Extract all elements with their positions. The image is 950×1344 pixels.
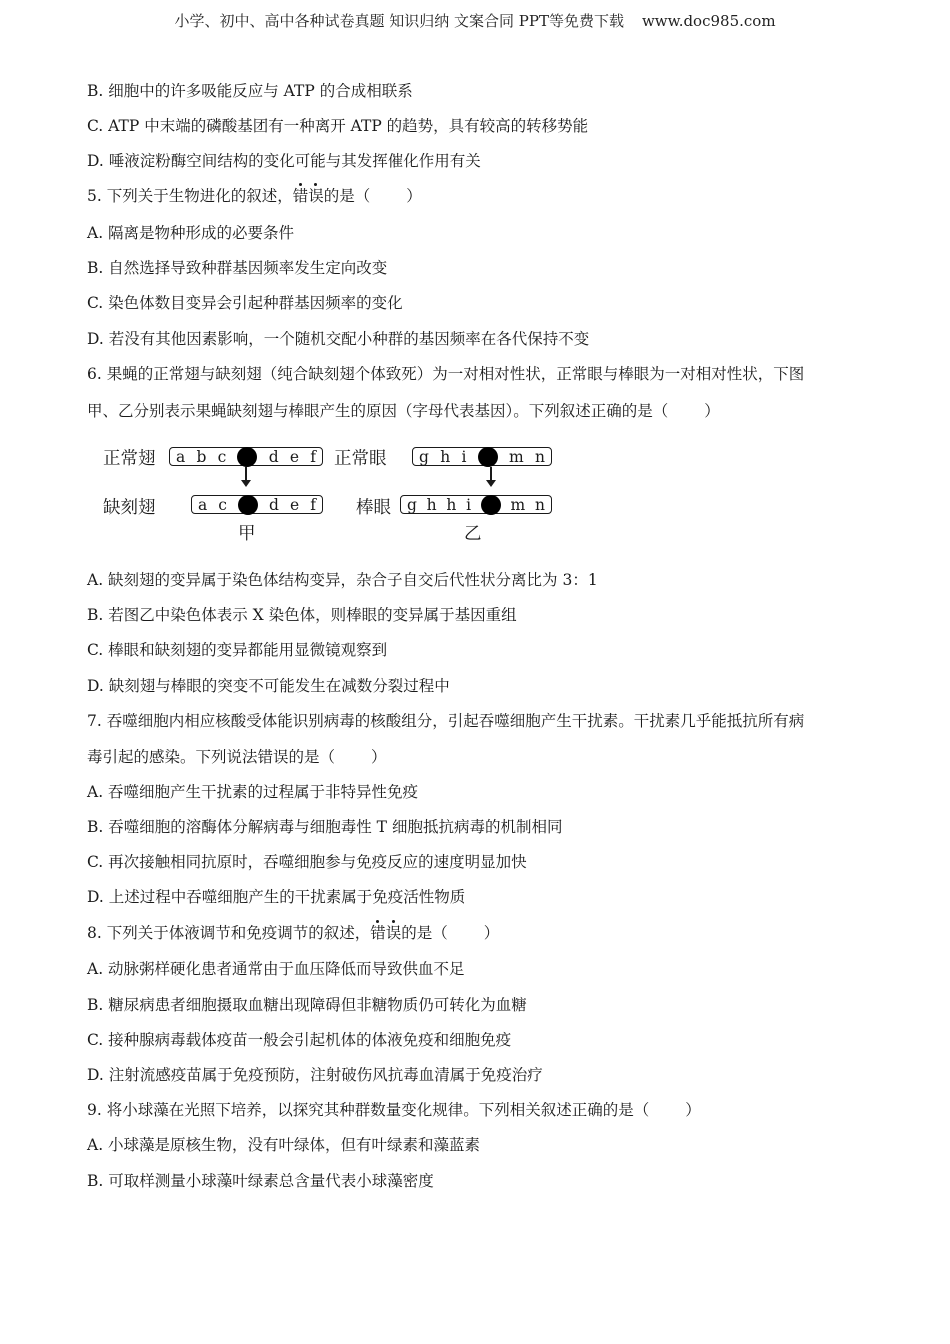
- option-7c: C. 再次接触相同抗原时，吞噬细胞参与免疫反应的速度明显加快: [87, 853, 527, 871]
- gene: d: [269, 495, 279, 514]
- arrow-down-icon: [245, 467, 247, 482]
- chromosome-figure: [100, 440, 560, 548]
- option-7a: A. 吞噬细胞产生干扰素的过程属于非特异性免疫: [87, 783, 419, 801]
- label-yi: 乙: [464, 524, 482, 544]
- option-5a: A. 隔离是物种形成的必要条件: [87, 224, 295, 242]
- label-normal-eye: 正常眼: [334, 449, 387, 469]
- label-normal-wing: 正常翅: [103, 449, 156, 469]
- option-5b: B. 自然选择导致种群基因频率发生定向改变: [87, 259, 388, 277]
- option-8d: D. 注射流感疫苗属于免疫预防，注射破伤风抗毒血清属于免疫治疗: [87, 1066, 543, 1084]
- gene: n: [534, 495, 545, 514]
- chromosome-notched-wing: [191, 495, 323, 514]
- question-6-line2: 甲、乙分别表示果蝇缺刻翅与棒眼产生的原因（字母代表基因）。下列叙述正确的是（ ）: [87, 402, 720, 420]
- option-5d: D. 若没有其他因素影响，一个随机交配小种群的基因频率在各代保持不变: [87, 330, 590, 348]
- gene: e: [289, 447, 300, 466]
- question-8: 8. 下列关于体液调节和免疫调节的叙述，错误的是（ ）: [87, 924, 500, 942]
- option-4c: C. ATP 中末端的磷酸基团有一种离开 ATP 的趋势，具有较高的转移势能: [87, 117, 589, 135]
- gene: h: [440, 447, 451, 466]
- gene: a: [198, 495, 208, 514]
- centromere: [238, 495, 258, 515]
- gene: h: [446, 495, 457, 514]
- question-6-line1: 6. 果蝇的正常翅与缺刻翅（纯合缺刻翅个体致死）为一对相对性状，正常眼与棒眼为一对相对性状，下图: [87, 365, 805, 383]
- option-9b: B. 可取样测量小球藻叶绿素总含量代表小球藻密度: [87, 1172, 434, 1190]
- chromosome-normal-wing: [169, 447, 323, 466]
- question-7-line1: 7. 吞噬细胞内相应核酸受体能识别病毒的核酸组分，引起吞噬细胞产生干扰素。干扰素几乎能抵抗所有病: [87, 712, 805, 730]
- centromere: [481, 495, 501, 515]
- option-6a: A. 缺刻翅的变异属于染色体结构变异，杂合子自交后代性状分离比为 3：1: [87, 571, 598, 589]
- gene: h: [426, 495, 437, 514]
- gene: g: [407, 495, 417, 514]
- emphasis-char: 错: [370, 924, 386, 942]
- option-6d: D. 缺刻翅与棒眼的突变不可能发生在减数分裂过程中: [87, 677, 450, 695]
- option-7d: D. 上述过程中吞噬细胞产生的干扰素属于免疫活性物质: [87, 888, 466, 906]
- centromere: [237, 447, 257, 467]
- question-5: 5. 下列关于生物进化的叙述，错误的是（ ）: [87, 187, 422, 205]
- gene: d: [268, 447, 279, 466]
- option-8a: A. 动脉粥样硬化患者通常由于血压降低而导致供血不足: [87, 960, 465, 978]
- option-6c: C. 棒眼和缺刻翅的变异都能用显微镜观察到: [87, 641, 388, 659]
- option-7b: B. 吞噬细胞的溶酶体分解病毒与细胞毒性 T 细胞抵抗病毒的机制相同: [87, 818, 563, 836]
- option-8b: B. 糖尿病患者细胞摄取血糖出现障碍但非糖物质仍可转化为血糖: [87, 996, 527, 1014]
- gene: m: [510, 495, 526, 514]
- chromosome-normal-eye: [412, 447, 552, 466]
- chromosome-bar-eye: [400, 495, 552, 514]
- gene: m: [509, 447, 524, 466]
- gene: f: [310, 447, 316, 466]
- option-6b: B. 若图乙中染色体表示 X 染色体，则棒眼的变异属于基因重组: [87, 606, 517, 624]
- gene: f: [310, 495, 316, 514]
- label-bar-eye: 棒眼: [356, 498, 391, 518]
- gene: i: [466, 495, 472, 514]
- option-4b: B. 细胞中的许多吸能反应与 ATP 的合成相联系: [87, 82, 413, 100]
- centromere: [478, 447, 498, 467]
- header-text: 小学、初中、高中各种试卷真题 知识归纳 文案合同 PPT等免费下载: [174, 12, 624, 30]
- gene: b: [196, 447, 207, 466]
- question-9: 9. 将小球藻在光照下培养，以探究其种群数量变化规律。下列相关叙述正确的是（ ）: [87, 1101, 701, 1119]
- gene: c: [217, 447, 227, 466]
- emphasis-char: 误: [308, 187, 324, 205]
- arrow-down-icon: [490, 467, 492, 482]
- gene: n: [535, 447, 545, 466]
- emphasis-char: 错: [292, 187, 309, 205]
- page-header: [0, 10, 950, 31]
- gene: g: [419, 447, 429, 466]
- emphasis-char: 误: [385, 924, 402, 942]
- gene: a: [176, 447, 186, 466]
- option-9a: A. 小球藻是原核生物，没有叶绿体，但有叶绿素和藻蓝素: [87, 1136, 481, 1154]
- gene: e: [290, 495, 300, 514]
- option-4d: D. 唾液淀粉酶空间结构的变化可能与其发挥催化作用有关: [87, 152, 481, 170]
- label-notched-wing: 缺刻翅: [103, 498, 156, 518]
- gene: i: [461, 447, 467, 466]
- option-8c: C. 接种腺病毒载体疫苗一般会引起机体的体液免疫和细胞免疫: [87, 1031, 512, 1049]
- option-5c: C. 染色体数目变异会引起种群基因频率的变化: [87, 294, 403, 312]
- gene: c: [218, 495, 227, 514]
- header-site-link[interactable]: www.doc985.com: [641, 12, 776, 30]
- label-jia: 甲: [238, 524, 256, 544]
- question-7-line2: 毒引起的感染。下列说法错误的是（ ）: [87, 748, 387, 766]
